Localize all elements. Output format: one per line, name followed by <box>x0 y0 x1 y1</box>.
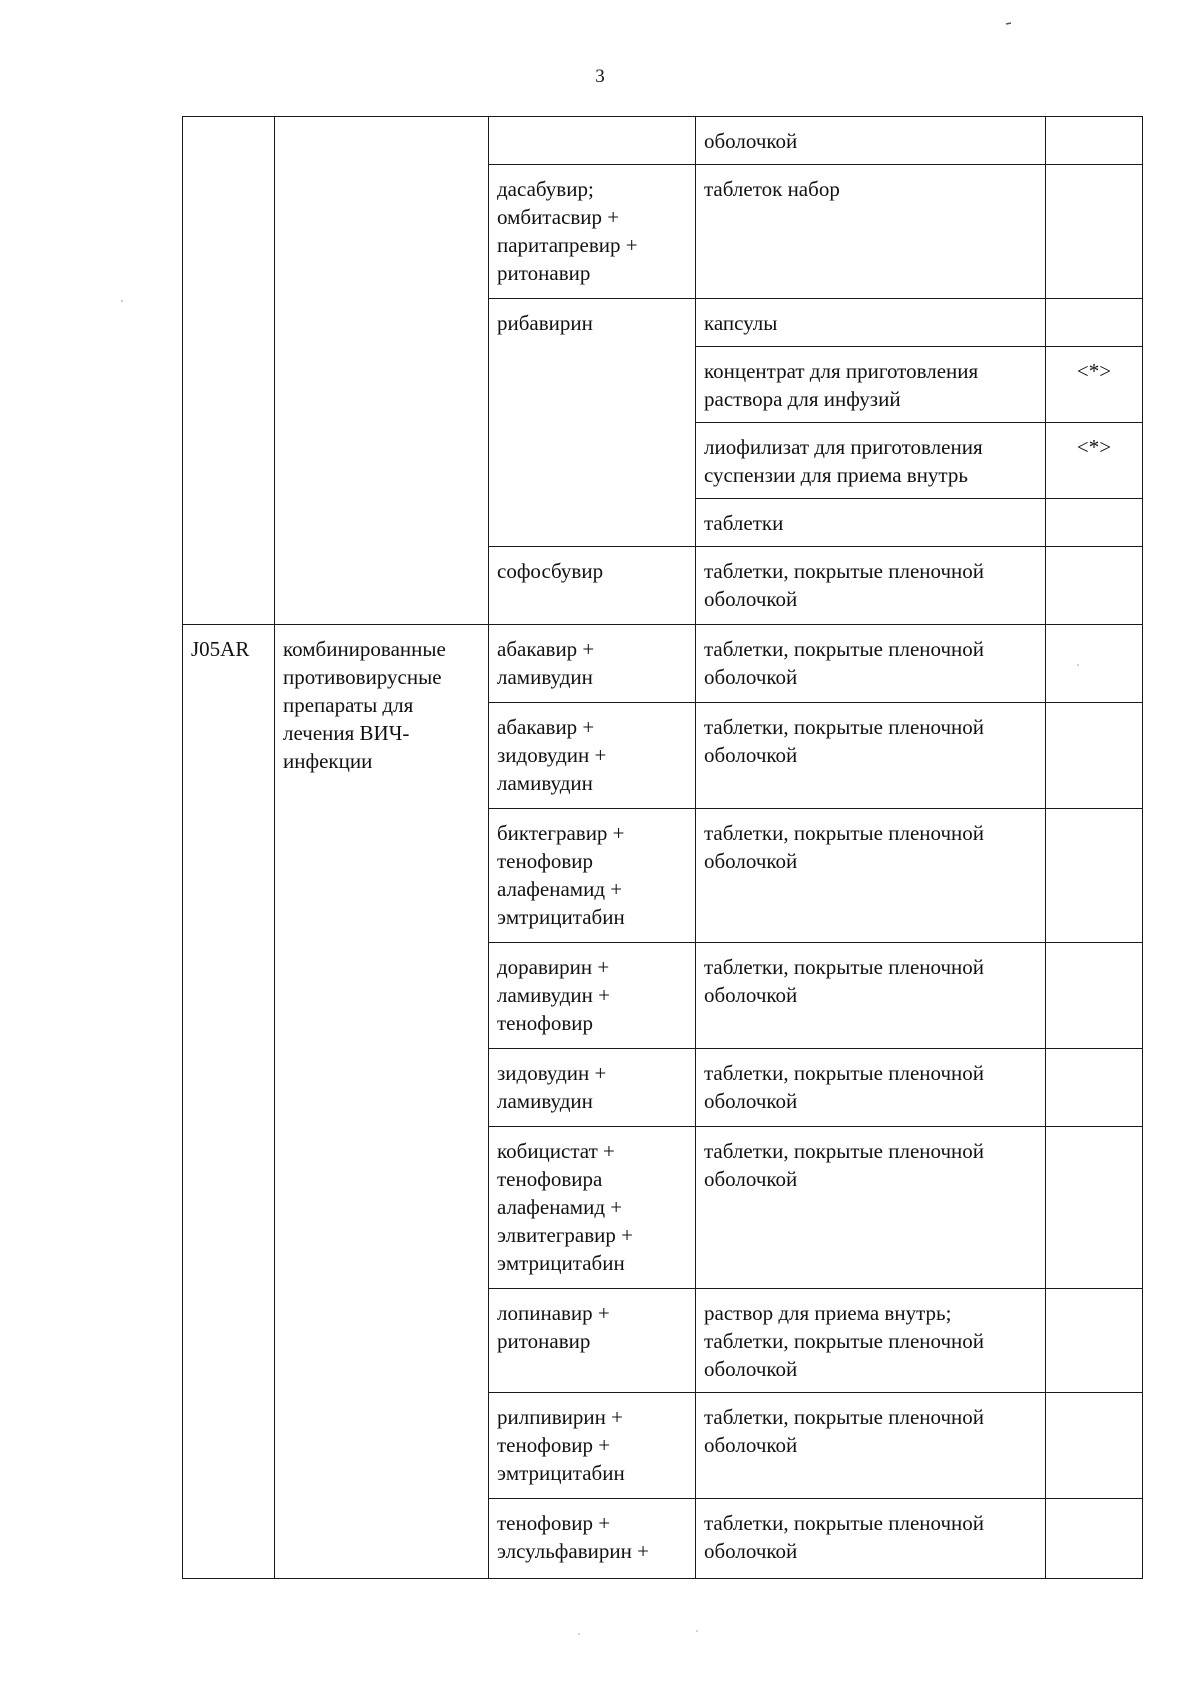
drug-name-cell: зидовудин + ламивудин <box>489 1049 696 1127</box>
note-cell <box>1046 1393 1143 1499</box>
table-row <box>183 117 1143 165</box>
note-cell: <*> <box>1046 347 1143 423</box>
drug-name-cell: софосбувир <box>489 547 696 625</box>
dosage-form-cell: капсулы <box>696 299 1046 347</box>
dosage-form-cell: таблетки, покрытые пленочной оболочкой <box>696 625 1046 703</box>
note-cell <box>1046 809 1143 943</box>
drug-name-cell: лопинавир + ритонавир <box>489 1289 696 1393</box>
drug-name-cell: абакавир + зидовудин + ламивудин <box>489 703 696 809</box>
note-cell <box>1046 117 1143 165</box>
note-cell <box>1046 299 1143 347</box>
note-cell <box>1046 1499 1143 1579</box>
dosage-form-cell: таблетки, покрытые пленочной оболочкой <box>696 1499 1046 1579</box>
group-name-cell <box>275 117 489 625</box>
note-cell <box>1046 625 1143 703</box>
drug-name-cell: рибавирин <box>489 299 696 547</box>
dosage-form-cell: таблетки, покрытые пленочной оболочкой <box>696 943 1046 1049</box>
dosage-form-cell: таблеток набор <box>696 165 1046 299</box>
note-cell <box>1046 499 1143 547</box>
dosage-form-cell: таблетки, покрытые пленочной оболочкой <box>696 1049 1046 1127</box>
dosage-form-cell: оболочкой <box>696 117 1046 165</box>
dosage-form-cell: таблетки, покрытые пленочной оболочкой <box>696 1393 1046 1499</box>
note-cell <box>1046 547 1143 625</box>
note-cell <box>1046 165 1143 299</box>
dosage-form-cell: таблетки, покрытые пленочной оболочкой <box>696 809 1046 943</box>
dosage-form-cell: лиофилизат для приготовления суспензии для приема внутрь <box>696 423 1046 499</box>
note-cell <box>1046 703 1143 809</box>
note-cell <box>1046 943 1143 1049</box>
dosage-form-cell: таблетки <box>696 499 1046 547</box>
dosage-form-cell: таблетки, покрытые пленочной оболочкой <box>696 1127 1046 1289</box>
note-cell: <*> <box>1046 423 1143 499</box>
drug-name-cell: дасабувир; омбитасвир + паритапревир + ритонавир <box>489 165 696 299</box>
dosage-form-cell: раствор для приема внутрь; таблетки, покрытые пленочной оболочкой <box>696 1289 1046 1393</box>
drug-name-cell: тенофовир + элсульфавирин + <box>489 1499 696 1579</box>
atc-code-cell: J05AR <box>183 625 275 1579</box>
drug-name-cell: биктегравир + тенофовир алафенамид + эмтрицитабин <box>489 809 696 943</box>
dosage-form-cell: концентрат для приготовления раствора для инфузий <box>696 347 1046 423</box>
note-cell <box>1046 1289 1143 1393</box>
drug-name-cell: доравирин + ламивудин + тенофовир <box>489 943 696 1049</box>
note-cell <box>1046 1127 1143 1289</box>
drug-name-cell <box>489 117 696 165</box>
note-cell <box>1046 1049 1143 1127</box>
group-name-cell: комбинированные противовирусные препараты для лечения ВИЧ-инфекции <box>275 625 489 1579</box>
drug-list-table <box>182 116 1143 1579</box>
dosage-form-cell: таблетки, покрытые пленочной оболочкой <box>696 703 1046 809</box>
atc-code-cell <box>183 117 275 625</box>
dosage-form-cell: таблетки, покрытые пленочной оболочкой <box>696 547 1046 625</box>
drug-name-cell: абакавир + ламивудин <box>489 625 696 703</box>
table-row <box>183 625 1143 703</box>
drug-name-cell: рилпивирин + тенофовир + эмтрицитабин <box>489 1393 696 1499</box>
page-number: 3 <box>595 66 605 87</box>
drug-name-cell: кобицистат + тенофовира алафенамид + элвитегравир + эмтрицитабин <box>489 1127 696 1289</box>
